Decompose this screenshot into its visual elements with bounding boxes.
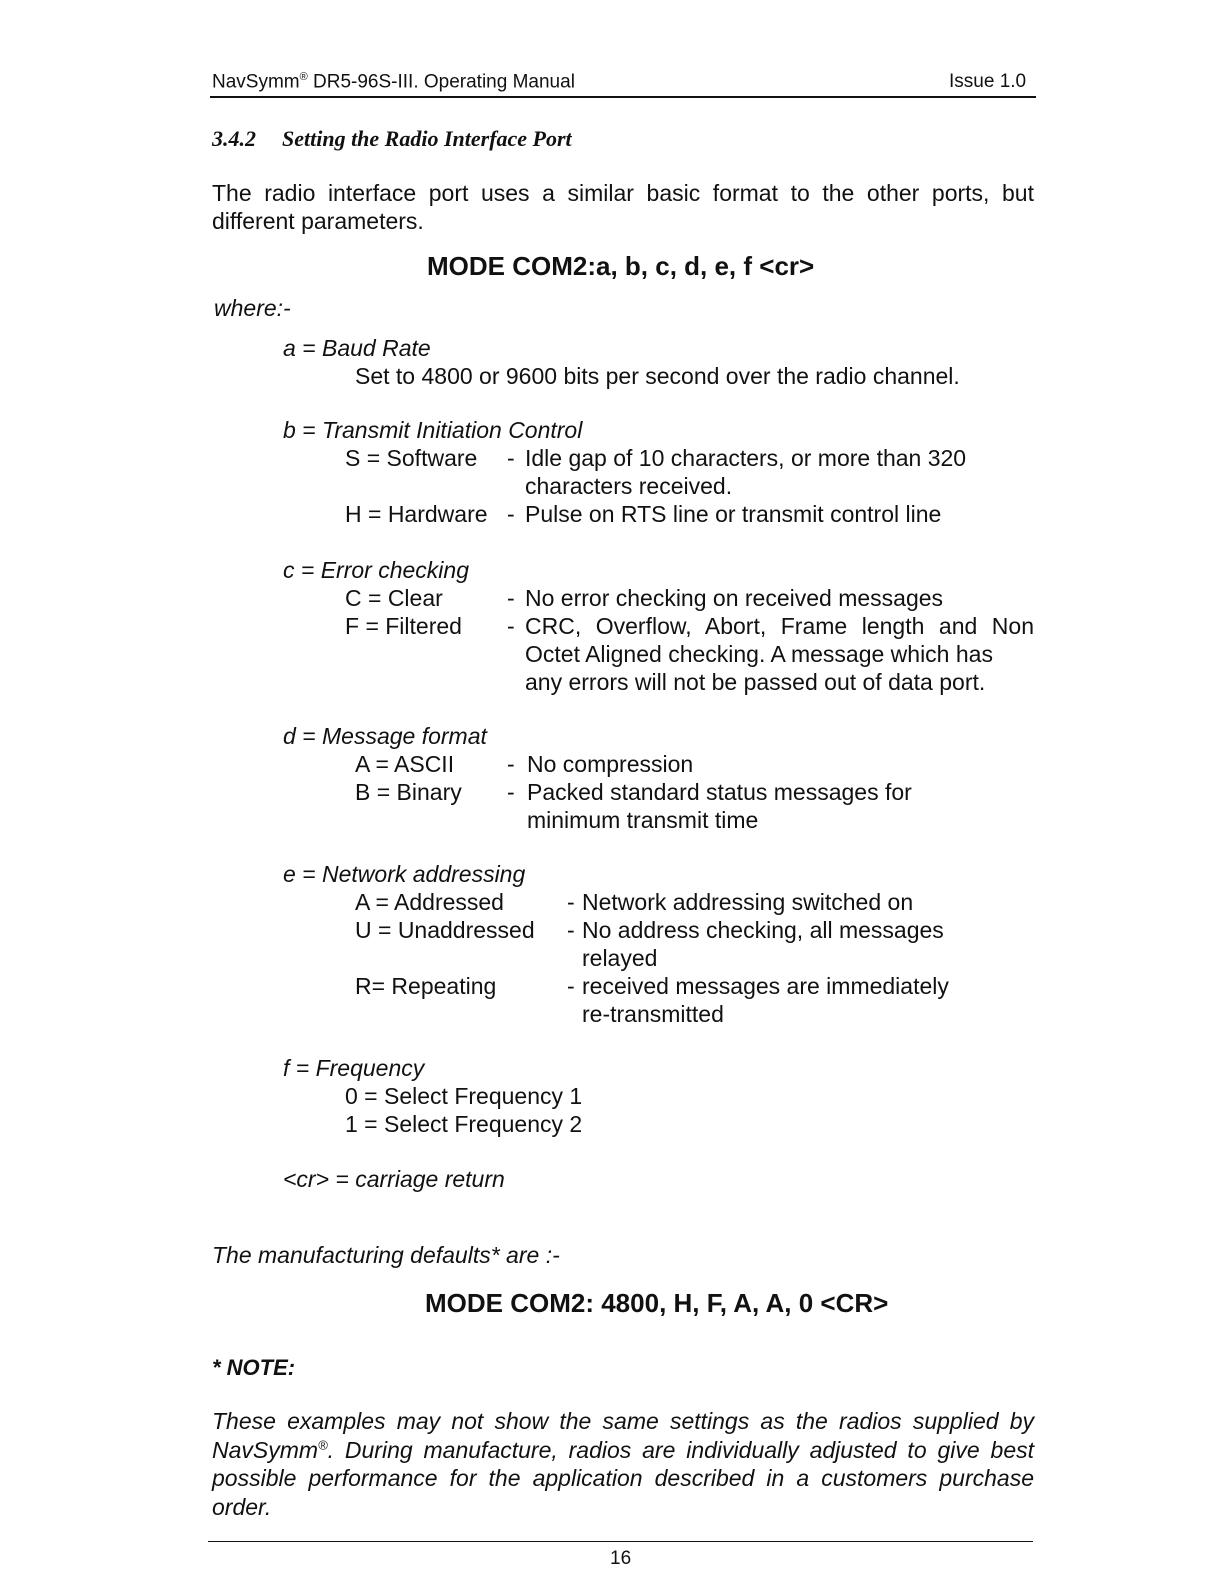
param-e-option-key: A = Addressed: [355, 889, 504, 915]
param-c-option-key: C = Clear: [345, 585, 443, 611]
intro-paragraph: The radio interface port uses a similar basic format to the other ports, but different parameters.: [212, 180, 1034, 234]
section-heading: 3.4.2 Setting the Radio Interface Port: [212, 126, 572, 151]
param-d-option-desc: minimum transmit time: [527, 807, 759, 833]
option-dash: -: [507, 445, 515, 471]
param-f-option-key: 1 = Select Frequency 2: [345, 1111, 583, 1137]
param-e-option-key: R= Repeating: [355, 973, 497, 999]
option-dash: -: [507, 751, 515, 777]
param-c-heading: c = Error checking: [283, 557, 469, 583]
option-dash: -: [507, 613, 515, 639]
param-a-heading: a = Baud Rate: [283, 335, 431, 361]
defaults-command: MODE COM2: 4800, H, F, A, A, 0 <CR>: [425, 1288, 889, 1318]
registered-mark: ®: [299, 71, 308, 83]
running-header-title: NavSymm® DR5-96S-III. Operating Manual: [212, 71, 575, 93]
param-a-desc: Set to 4800 or 9600 bits per second over the radio channel.: [355, 363, 960, 389]
param-b-option-key: H = Hardware: [345, 501, 488, 527]
param-d-option-desc: Packed standard status messages for: [527, 779, 912, 805]
param-d-heading: d = Message format: [283, 723, 487, 749]
param-b-option-desc: characters received.: [525, 473, 733, 499]
option-dash: -: [567, 973, 575, 999]
param-c-option-key: F = Filtered: [345, 613, 462, 639]
page-number: 16: [610, 1548, 632, 1569]
issue-label: Issue 1.0: [949, 71, 1027, 92]
option-dash: -: [507, 501, 515, 527]
param-d-option-desc: No compression: [527, 751, 694, 777]
param-e-option-desc: Network addressing switched on: [582, 889, 914, 915]
defaults-label: The manufacturing defaults* are :-: [212, 1242, 560, 1268]
param-e-option-desc: re-transmitted: [582, 1001, 724, 1027]
option-dash: -: [507, 585, 515, 611]
param-b-option-key: S = Software: [345, 445, 478, 471]
header-rule: [210, 96, 1036, 98]
param-b-heading: b = Transmit Initiation Control: [283, 417, 583, 443]
param-d-option-key: B = Binary: [355, 779, 462, 805]
option-dash: -: [507, 779, 515, 805]
note-paragraph: These examples may not show the same settings as the radios supplied by NavSymm®. During manufacture, radios are individually adjusted to give best possible performance for the application described in a customers purchase order.: [212, 1408, 1034, 1520]
param-e-option-desc: received messages are immediately: [582, 973, 949, 999]
param-c-option-desc: CRC, Overflow, Abort, Frame length and Non: [525, 613, 1034, 639]
param-d-option-key: A = ASCII: [355, 751, 455, 777]
param-b-option-desc: Pulse on RTS line or transmit control line: [525, 501, 942, 527]
command-syntax: MODE COM2:a, b, c, d, e, f <cr>: [427, 251, 815, 281]
param-e-heading: e = Network addressing: [283, 861, 526, 887]
param-b-option-desc: Idle gap of 10 characters, or more than 320: [525, 445, 967, 471]
param-f-heading: f = Frequency: [283, 1055, 425, 1081]
where-label: where:-: [214, 295, 291, 321]
footer-rule: [208, 1541, 1033, 1542]
option-dash: -: [567, 917, 575, 943]
param-c-option-desc: Octet Aligned checking. A message which has: [525, 641, 993, 667]
param-e-option-desc: No address checking, all messages: [582, 917, 944, 943]
carriage-return-def: <cr> = carriage return: [283, 1166, 505, 1192]
param-f-option-key: 0 = Select Frequency 1: [345, 1083, 583, 1109]
note-label: * NOTE:: [212, 1355, 296, 1380]
param-c-option-desc: No error checking on received messages: [525, 585, 944, 611]
param-c-option-desc: any errors will not be passed out of data port.: [525, 669, 986, 695]
param-e-option-desc: relayed: [582, 945, 658, 971]
param-e-option-key: U = Unaddressed: [355, 917, 535, 943]
registered-mark: ®: [318, 1436, 328, 1452]
option-dash: -: [567, 889, 575, 915]
